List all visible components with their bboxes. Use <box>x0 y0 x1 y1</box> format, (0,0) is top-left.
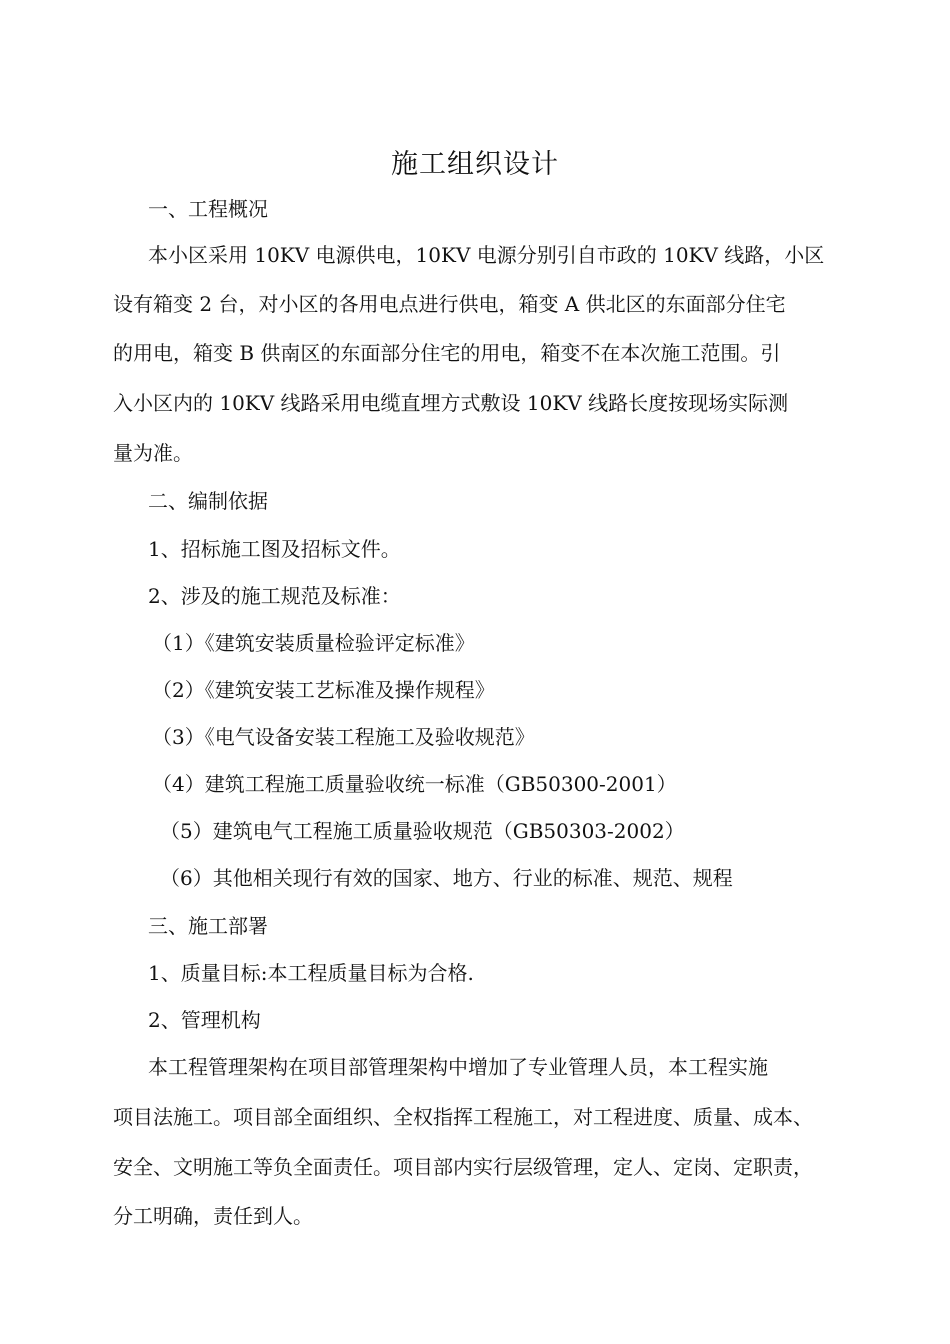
standard-item: （2）《建筑安装工艺标准及操作规程》 <box>152 678 495 702</box>
paragraph-line: 本工程管理架构在项目部管理架构中增加了专业管理人员，本工程实施 <box>148 1055 768 1079</box>
paragraph-line: 入小区内的 10KV 线路采用电缆直埋方式敷设 10KV 线路长度按现场实际测 <box>113 391 789 415</box>
list-item: 2、涉及的施工规范及标准： <box>148 584 401 608</box>
standard-item: （6）其他相关现行有效的国家、地方、行业的标准、规范、规程 <box>160 866 733 890</box>
paragraph-line: 的用电，箱变 B 供南区的东面部分住宅的用电，箱变不在本次施工范围。引 <box>113 341 781 365</box>
standard-item: （1）《建筑安装质量检验评定标准》 <box>152 631 475 655</box>
paragraph-line: 项目法施工。项目部全面组织、全权指挥工程施工，对工程进度、质量、成本、 <box>113 1105 813 1129</box>
standard-item: （4）建筑工程施工质量验收统一标准（GB50300-2001） <box>152 772 677 796</box>
paragraph-line: 量为准。 <box>113 441 193 465</box>
standard-item: （5）建筑电气工程施工质量验收规范（GB50303-2002） <box>160 819 685 843</box>
paragraph-line: 安全、文明施工等负全面责任。项目部内实行层级管理，定人、定岗、定职责， <box>113 1155 813 1179</box>
document-title: 施工组织设计 <box>391 149 559 180</box>
section-heading-overview: 一、工程概况 <box>148 197 268 221</box>
list-item: 2、管理机构 <box>148 1008 261 1032</box>
list-item: 1、质量目标:本工程质量目标为合格. <box>148 961 474 985</box>
paragraph-line: 分工明确，责任到人。 <box>113 1204 313 1228</box>
paragraph-line: 设有箱变 2 台，对小区的各用电点进行供电，箱变 A 供北区的东面部分住宅 <box>113 292 786 316</box>
section-heading-basis: 二、编制依据 <box>148 489 268 513</box>
paragraph-line: 本小区采用 10KV 电源供电，10KV 电源分别引自市政的 10KV 线路，小区 <box>148 243 825 267</box>
section-heading-deployment: 三、施工部署 <box>148 914 268 938</box>
list-item: 1、招标施工图及招标文件。 <box>148 537 401 561</box>
standard-item: （3）《电气设备安装工程施工及验收规范》 <box>152 725 535 749</box>
